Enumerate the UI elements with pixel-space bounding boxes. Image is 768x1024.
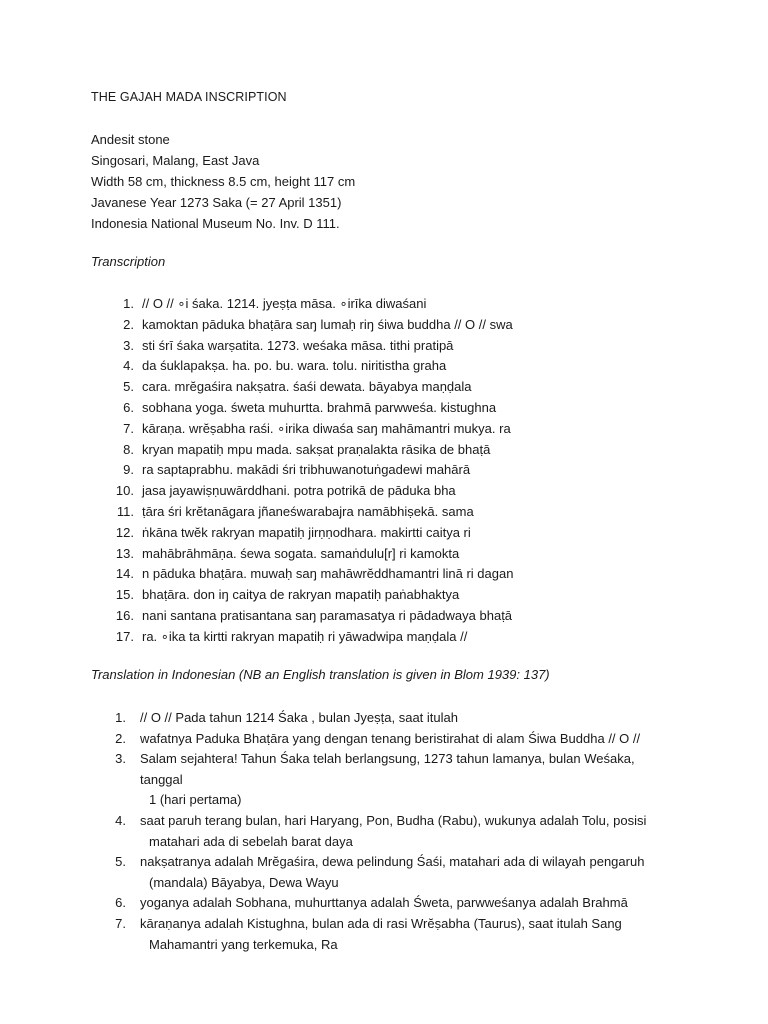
line-number: 13.	[115, 545, 134, 561]
line-text: ṅkāna twĕk rakryan mapatiḥ jirṇṇodhara. makirtti caitya ri	[142, 524, 471, 540]
line-text-wrapper	[140, 708, 680, 729]
line-number: 1.	[115, 710, 126, 725]
line-text: // O // ∘i śaka. 1214. jyeṣṭa māsa. ∘irīka diwaśani	[142, 296, 427, 311]
line-number: 14.	[115, 566, 134, 582]
line-continuation: (mandala) Bāyabya, Dewa Wayu	[149, 874, 339, 890]
translation-line	[0, 811, 680, 852]
meta-date: Javanese Year 1273 Saka (= 27 April 1351)	[91, 195, 342, 210]
line-text: kryan mapatiḥ mpu mada. sakṣat praṇalakta rāsika de bhaṭā	[142, 441, 491, 457]
line-text: da śuklapakṣa. ha. po. bu. wara. tolu. niritistha graha	[142, 358, 447, 374]
line-text-wrapper	[140, 811, 680, 852]
line-number: 3.	[123, 337, 134, 353]
line-number: 1.	[123, 296, 134, 311]
line-number: 5.	[115, 854, 126, 870]
line-number: 2.	[123, 316, 134, 332]
translation-line	[0, 708, 680, 729]
object-metadata	[91, 129, 355, 234]
line-number: 8.	[123, 441, 134, 457]
line-number: 15.	[115, 587, 134, 603]
line-text: saat paruh terang bulan, hari Haryang, Pon, Budha (Rabu), wukunya adalah Tolu, posisi	[140, 812, 647, 828]
line-number: 4.	[115, 812, 126, 828]
meta-location: Singosari, Malang, East Java	[91, 153, 260, 168]
line-number: 7.	[115, 915, 126, 931]
line-text: Salam sejahtera! Tahun Śaka telah berlangsung, 1273 tahun lamanya, bulan Weśaka, tanggal	[140, 751, 635, 787]
line-number: 9.	[123, 462, 134, 478]
line-text: jasa jayawiṣṇuwārddhani. potra potrikā de pāduka bha	[142, 483, 456, 499]
line-number: 4.	[123, 358, 134, 374]
line-number: 3.	[115, 751, 126, 767]
line-text: nakṣatranya adalah Mrĕgaśira, dewa pelindung Śaśi, matahari ada di wilayah pengaruh	[140, 854, 645, 870]
line-text: ra saptaprabhu. makādi śri tribhuwanotuṅgadewi mahārā	[142, 462, 471, 478]
line-text: n pāduka bhaṭāra. muwaḥ saŋ mahāwrĕddhamantri linā ri dagan	[142, 566, 514, 582]
line-text: ṭāra śri krĕtanāgara jñaneśwarabajra namābhiṣekā. sama	[142, 503, 474, 519]
line-text: yoganya adalah Sobhana, muhurttanya adalah Śweta, parwweśanya adalah Brahmā	[140, 895, 628, 911]
line-text: // O // Pada tahun 1214 Śaka , bulan Jyeṣṭa, saat itulah	[140, 710, 458, 725]
line-number: 16.	[115, 607, 134, 623]
line-text: kāraṇa. wrĕṣabha raśi. ∘irika diwaśa saŋ mahāmantri mukya. ra	[142, 420, 511, 436]
translation-heading: Translation in Indonesian (NB an English translation is given in Blom 1939: 137)	[91, 667, 550, 682]
transcription-heading: Transcription	[91, 254, 166, 269]
line-text: sti śrī śaka warṣatita. 1273. weśaka māsa. tithi pratipā	[142, 337, 454, 353]
line-number: 6.	[123, 399, 134, 415]
line-text-wrapper	[140, 729, 680, 750]
translation-line	[0, 893, 680, 914]
translation-list	[0, 708, 680, 955]
line-text-wrapper	[140, 852, 680, 893]
line-text: wafatnya Paduka Bhaṭāra yang dengan tenang beristirahat di alam Śiwa Buddha // O //	[140, 730, 641, 746]
line-text: mahābrāhmāṇa. śewa sogata. samaṅdulu[r] ri kamokta	[142, 545, 460, 561]
line-number: 6.	[115, 895, 126, 911]
line-number: 17.	[115, 628, 134, 644]
line-number: 11.	[116, 503, 134, 519]
line-text-wrapper	[140, 893, 680, 914]
line-text: kamoktan pāduka bhaṭāra saŋ lumaḥ riŋ śiwa buddha // O // swa	[142, 316, 513, 332]
line-continuation: matahari ada di sebelah barat daya	[149, 833, 353, 849]
line-text: cara. mrĕgaśira nakṣatra. śaśi dewata. bāyabya maṇḍala	[142, 379, 472, 395]
line-text: nani santana pratisantana saŋ paramasatya ri pādadwaya bhaṭā	[142, 607, 513, 623]
translation-line	[0, 852, 680, 893]
meta-dimensions: Width 58 cm, thickness 8.5 cm, height 117 cm	[91, 174, 356, 189]
translation-line	[0, 749, 680, 811]
line-text: bhaṭāra. don iŋ caitya de rakryan mapatiḥ paṅabhaktya	[142, 587, 460, 603]
line-text-wrapper	[140, 749, 680, 811]
meta-museum-number: Indonesia National Museum No. Inv. D 111.	[91, 216, 340, 231]
translation-line	[0, 914, 680, 955]
line-continuation: 1 (hari pertama)	[149, 792, 242, 808]
line-number: 10.	[115, 483, 134, 499]
line-number: 12.	[115, 524, 134, 540]
line-continuation: Mahamantri yang terkemuka, Ra	[149, 936, 338, 952]
line-text: kāraṇanya adalah Kistughna, bulan ada di rasi Wrĕṣabha (Taurus), saat itulah Sang	[140, 915, 622, 931]
line-text: ra. ∘ika ta kirtti rakryan mapatiḥ ri yāwadwipa maṇḍala //	[142, 628, 468, 644]
meta-material: Andesit stone	[91, 132, 170, 147]
line-number: 5.	[123, 379, 134, 395]
line-text-wrapper	[140, 914, 680, 955]
line-number: 2.	[115, 730, 126, 746]
document-title: THE GAJAH MADA INSCRIPTION	[91, 90, 287, 104]
translation-line	[0, 729, 680, 750]
line-text: sobhana yoga. śweta muhurtta. brahmā parwweśa. kistughna	[142, 399, 497, 415]
line-number: 7.	[123, 420, 134, 436]
